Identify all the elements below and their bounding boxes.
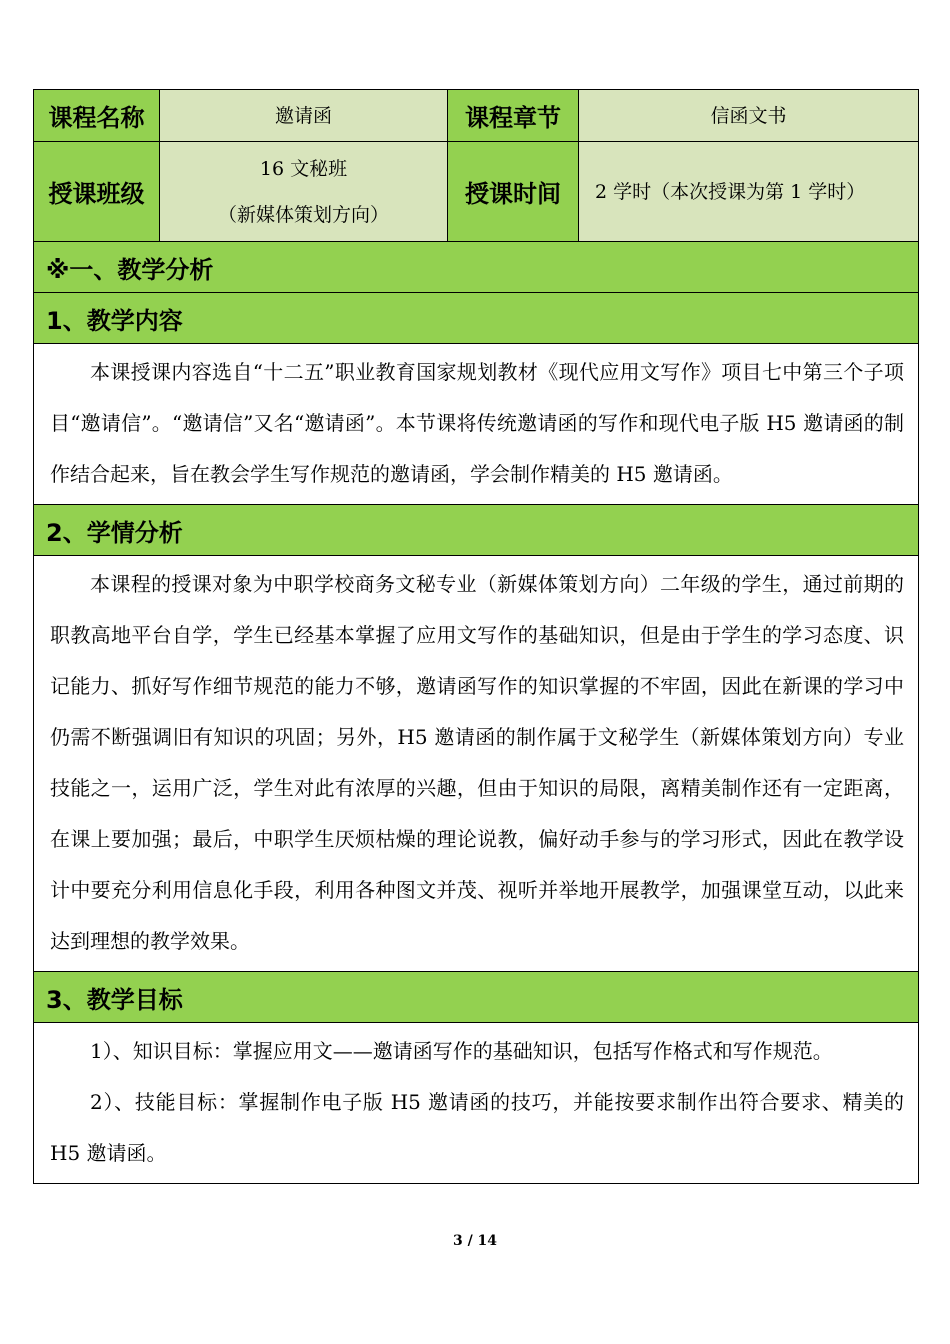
learner-heading-row xyxy=(34,505,919,556)
course-row xyxy=(34,90,919,142)
class-value-line1: 16 文秘班 xyxy=(259,157,348,180)
chapter-value: 信函文书 xyxy=(579,90,919,142)
goals-body-row xyxy=(34,1023,919,1184)
learner-paragraph: 本课程的授课对象为中职学校商务文秘专业（新媒体策划方向）二年级的学生，通过前期的职教高地平台自学，学生已经基本掌握了应用文写作的基础知识，但是由于学生的学习态度、识记能力、抓好写作细节规范的能力不够，邀请函写作的知识掌握的不牢固，因此在新课的学习中仍需不断强调旧有知识的巩固；另外，H5 邀请函的制作属于文秘学生（新媒体策划方向）专业技能之一，运用广泛，学生对此有浓厚的兴趣，但由于知识的局限，离精美制作还有一定距离，在课上要加强；最后，中职学生厌烦枯燥的理论说教，偏好动手参与的学习形式，因此在教学设计中要充分利用信息化手段，利用各种图文并茂、视听并举地开展教学，加强课堂互动，以此来达到理想的教学效果。 xyxy=(50,572,904,953)
lesson-plan-sheet xyxy=(33,89,918,1184)
time-label: 授课时间 xyxy=(448,142,579,242)
class-label: 授课班级 xyxy=(34,142,160,242)
goals-body xyxy=(34,1023,919,1184)
content-body xyxy=(34,344,919,505)
analysis-heading: ※一、教学分析 xyxy=(34,242,919,293)
content-paragraph: 本课授课内容选自“十二五”职业教育国家规划教材《现代应用文写作》项目七中第三个子项目“邀请信”。“邀请信”又名“邀请函”。本节课将传统邀请函的写作和现代电子版 H5 邀请函的制作结合起来，旨在教会学生写作规范的邀请函，学会制作精美的 H5 邀请函。 xyxy=(50,360,904,486)
learner-body-row xyxy=(34,556,919,972)
course-name-label: 课程名称 xyxy=(34,90,160,142)
chapter-label: 课程章节 xyxy=(448,90,579,142)
content-body-row xyxy=(34,344,919,505)
class-row xyxy=(34,142,919,242)
analysis-heading-row xyxy=(34,242,919,293)
goal-skill: 2）、技能目标：掌握制作电子版 H5 邀请函的技巧，并能按要求制作出符合要求、精美的 H5 邀请函。 xyxy=(50,1090,904,1165)
learner-body xyxy=(34,556,919,972)
time-value: 2 学时（本次授课为第 1 学时） xyxy=(579,142,919,242)
lesson-plan-table xyxy=(33,89,919,1184)
goals-heading: 3、教学目标 xyxy=(34,972,919,1023)
content-heading-row xyxy=(34,293,919,344)
goal-knowledge: 1）、知识目标：掌握应用文——邀请函写作的基础知识，包括写作格式和写作规范。 xyxy=(90,1039,833,1063)
class-value-line2: （新媒体策划方向） xyxy=(217,203,389,226)
class-value xyxy=(160,142,448,242)
learner-heading: 2、学情分析 xyxy=(34,505,919,556)
goals-heading-row xyxy=(34,972,919,1023)
course-name-value: 邀请函 xyxy=(160,90,448,142)
content-heading: 1、教学内容 xyxy=(34,293,919,344)
page-number: 3 / 14 xyxy=(452,1233,498,1249)
